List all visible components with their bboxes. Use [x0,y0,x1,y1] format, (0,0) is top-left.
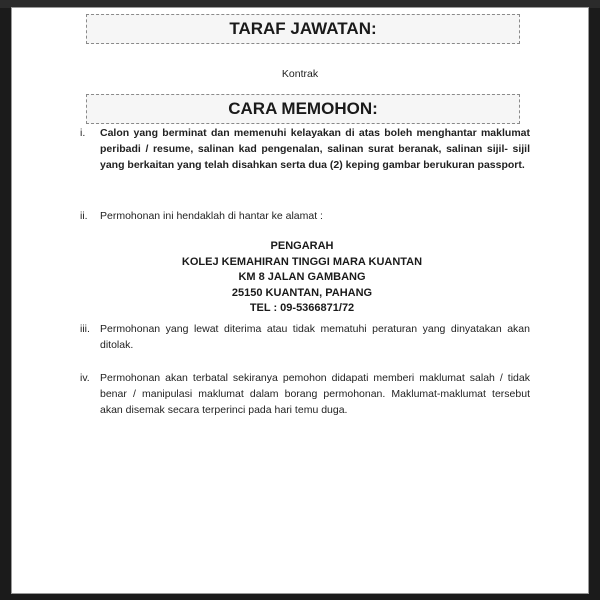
address-line: KM 8 JALAN GAMBANG [238,271,366,283]
list-text: Permohonan akan terbatal sekiranya pemohon didapati memberi maklumat salah / tidak benar / manipulasi maklumat dalam borang permohonan. Maklumat-maklumat tersebut akan disemak secara terperinci pada hari temu duga. [100,372,530,416]
list-number: iii. [80,323,90,335]
list-item-ii [80,208,530,224]
list-text: Calon yang berminat dan memenuhi kelayakan di atas boleh menghantar maklumat peribadi / resume, salinan kad pengenalan, salinan surat beranak, salinan sijil- sijil yang berkaitan yang telah disahkan serta dua (2) keping gambar berukuran passport. [100,127,530,171]
cara-memohon-heading: CARA MEMOHON: [228,99,378,118]
address-block [132,239,472,317]
document-page [12,8,588,593]
taraf-jawatan-value: Kontrak [281,68,319,80]
list-number: ii. [80,210,88,222]
address-phone: TEL : 09-5366871/72 [249,302,355,314]
list-number: i. [80,127,86,139]
cara-memohon-heading-box [86,94,520,124]
list-item-i [80,125,530,173]
address-line: KOLEJ KEMAHIRAN TINGGI MARA KUANTAN [181,255,423,268]
list-item-iv [80,370,530,418]
list-text: Permohonan ini hendaklah di hantar ke alamat : [100,210,323,222]
viewer-top-bar [0,0,600,8]
list-text: Permohonan yang lewat diterima atau tidak mematuhi peraturan yang dinyatakan akan ditolak. [100,323,530,351]
address-line: PENGARAH [270,240,334,252]
list-number: iv. [80,372,90,384]
taraf-jawatan-heading: TARAF JAWATAN: [229,19,377,38]
taraf-jawatan-heading-box [86,14,520,44]
address-line: 25150 KUANTAN, PAHANG [231,286,373,299]
list-item-iii [80,321,530,353]
